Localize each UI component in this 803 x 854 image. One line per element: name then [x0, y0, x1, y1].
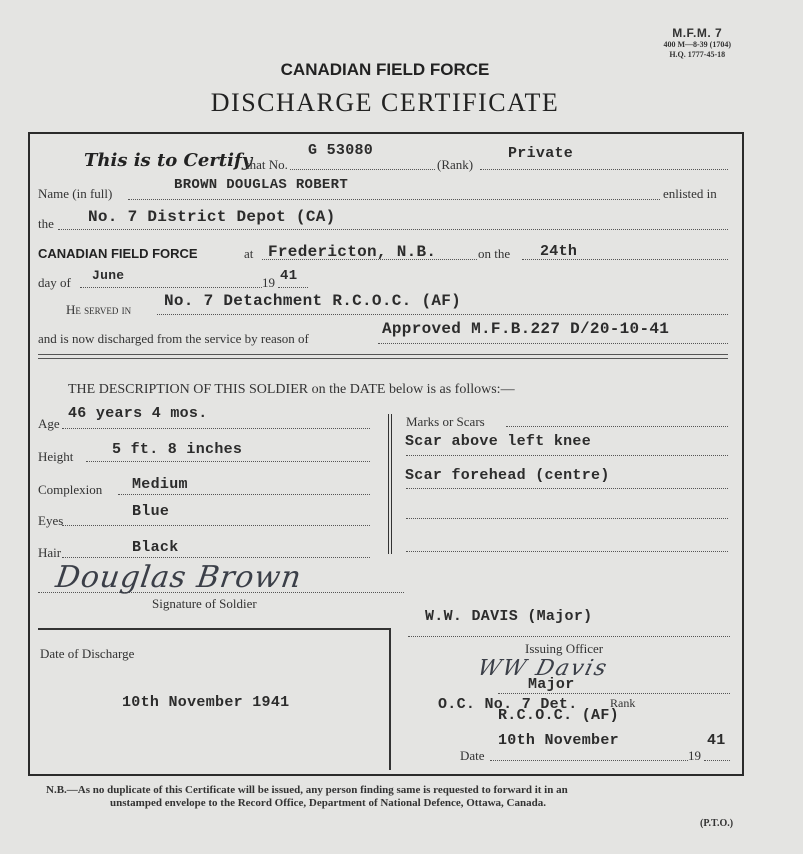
- mark-2: Scar forehead (centre): [405, 467, 610, 484]
- month-line: [80, 287, 262, 288]
- marks-line-1: [406, 455, 728, 456]
- height-line: [86, 461, 370, 462]
- officer-rank-label: Rank: [610, 696, 636, 710]
- rank-sign-line: [498, 693, 730, 694]
- issuing-officer-label: Issuing Officer: [525, 641, 604, 656]
- on-the-label: on the: [478, 246, 511, 261]
- officer-date-label: Date: [460, 748, 485, 763]
- unit-line: [58, 229, 728, 230]
- eyes-label: Eyes: [38, 513, 64, 528]
- discharge-reason: Approved M.F.B.227 D/20-10-41: [382, 320, 670, 338]
- year-line: [278, 287, 308, 288]
- footer-note-line1: N.B.—As no duplicate of this Certificate will be issued, any person finding same is requested to forward it in an: [46, 784, 568, 796]
- force-label: CANADIAN FIELD FORCE: [38, 246, 198, 261]
- divider-top: [38, 354, 728, 355]
- mark-1: Scar above left knee: [405, 433, 592, 450]
- soldier-signature-label: Signature of Soldier: [152, 596, 257, 611]
- enlist-day: 24th: [540, 243, 578, 260]
- height-value: 5 ft. 8 inches: [112, 441, 243, 458]
- officer-date: 10th November: [498, 732, 619, 749]
- officer-name-line: [408, 636, 730, 637]
- name-line: [128, 199, 660, 200]
- column-divider-right: [391, 414, 392, 554]
- that-no-label: that No.: [246, 157, 288, 172]
- hair-label: Hair: [38, 545, 62, 560]
- enlisted-label: enlisted in: [663, 186, 717, 201]
- served-in-unit: No. 7 Detachment R.C.O.C. (AF): [164, 292, 462, 310]
- at-label: at: [244, 246, 254, 261]
- marks-label: Marks or Scars: [406, 414, 485, 429]
- complexion-value: Medium: [132, 476, 188, 493]
- officer-command-line2: R.C.O.C. (AF): [498, 707, 619, 724]
- height-label: Height: [38, 449, 74, 464]
- marks-line-4: [406, 551, 728, 552]
- rank-value: Private: [508, 145, 574, 162]
- rank-label: (Rank): [437, 157, 474, 172]
- day-of-label: day of: [38, 275, 71, 290]
- rank-line: [480, 169, 728, 170]
- form-code: M.F.M. 7: [672, 26, 723, 40]
- organization-heading: CANADIAN FIELD FORCE: [280, 60, 490, 79]
- served-label: He served in: [66, 302, 132, 317]
- certify-lead: This is to Certify: [84, 150, 253, 171]
- divider-bottom: [38, 358, 728, 359]
- form-hq-code: H.Q. 1777-45-18: [669, 50, 726, 59]
- eyes-value: Blue: [132, 503, 170, 520]
- served-line: [157, 314, 728, 315]
- soldier-name: BROWN DOUGLAS ROBERT: [174, 177, 349, 193]
- officer-date-line: [490, 760, 688, 761]
- description-heading: THE DESCRIPTION OF THIS SOLDIER on the DATE below is as follows:—: [68, 382, 515, 397]
- page-title: DISCHARGE CERTIFICATE: [210, 88, 560, 117]
- form-code-block: [663, 26, 731, 60]
- form-print-code: 400 M—8-39 (1704): [663, 40, 731, 49]
- eyes-line: [62, 525, 370, 526]
- officer-date-year: 41: [707, 732, 726, 749]
- age-value: 46 years 4 mos.: [68, 405, 208, 422]
- soldier-signature: Douglas Brown: [53, 560, 304, 595]
- footer-note-line2: unstamped envelope to the Record Office, Department of National Defence, Ottawa, Canada.: [110, 797, 546, 809]
- age-line: [62, 428, 370, 429]
- officer-year-line: [704, 760, 730, 761]
- enlist-place: Fredericton, N.B.: [268, 243, 437, 261]
- enlist-year: 41: [280, 268, 298, 284]
- officer-year-prefix: 19: [688, 748, 701, 763]
- discharge-box-right: [389, 628, 391, 770]
- marks-line-3: [406, 518, 728, 519]
- marks-line-2: [406, 488, 728, 489]
- enlisted-unit: No. 7 District Depot (CA): [88, 208, 336, 226]
- the-label: the: [38, 216, 54, 231]
- marks-line-0: [506, 426, 728, 427]
- please-turn-over: (P.T.O.): [700, 818, 734, 829]
- discharge-date-label: Date of Discharge: [40, 646, 135, 661]
- officer-name: W.W. DAVIS (Major): [425, 608, 593, 625]
- age-label: Age: [38, 416, 60, 431]
- hair-value: Black: [132, 539, 179, 556]
- complexion-line: [118, 494, 370, 495]
- officer-signature: WW Davis: [474, 656, 611, 681]
- enlist-month: June: [92, 268, 125, 283]
- discharge-date: 10th November 1941: [122, 694, 290, 711]
- soldier-number: G 53080: [308, 142, 374, 159]
- year-prefix: 19: [262, 275, 275, 290]
- column-divider-left: [388, 414, 389, 554]
- number-line: [290, 169, 435, 170]
- reason-label: and is now discharged from the service by reason of: [38, 331, 309, 346]
- complexion-label: Complexion: [38, 482, 103, 497]
- name-label: Name (in full): [38, 186, 113, 201]
- reason-line: [378, 343, 728, 344]
- officer-command-line1: O.C. No. 7 Det.: [438, 696, 578, 713]
- hair-line: [62, 557, 370, 558]
- discharge-box-top: [38, 628, 390, 630]
- officer-rank: Major: [528, 676, 575, 693]
